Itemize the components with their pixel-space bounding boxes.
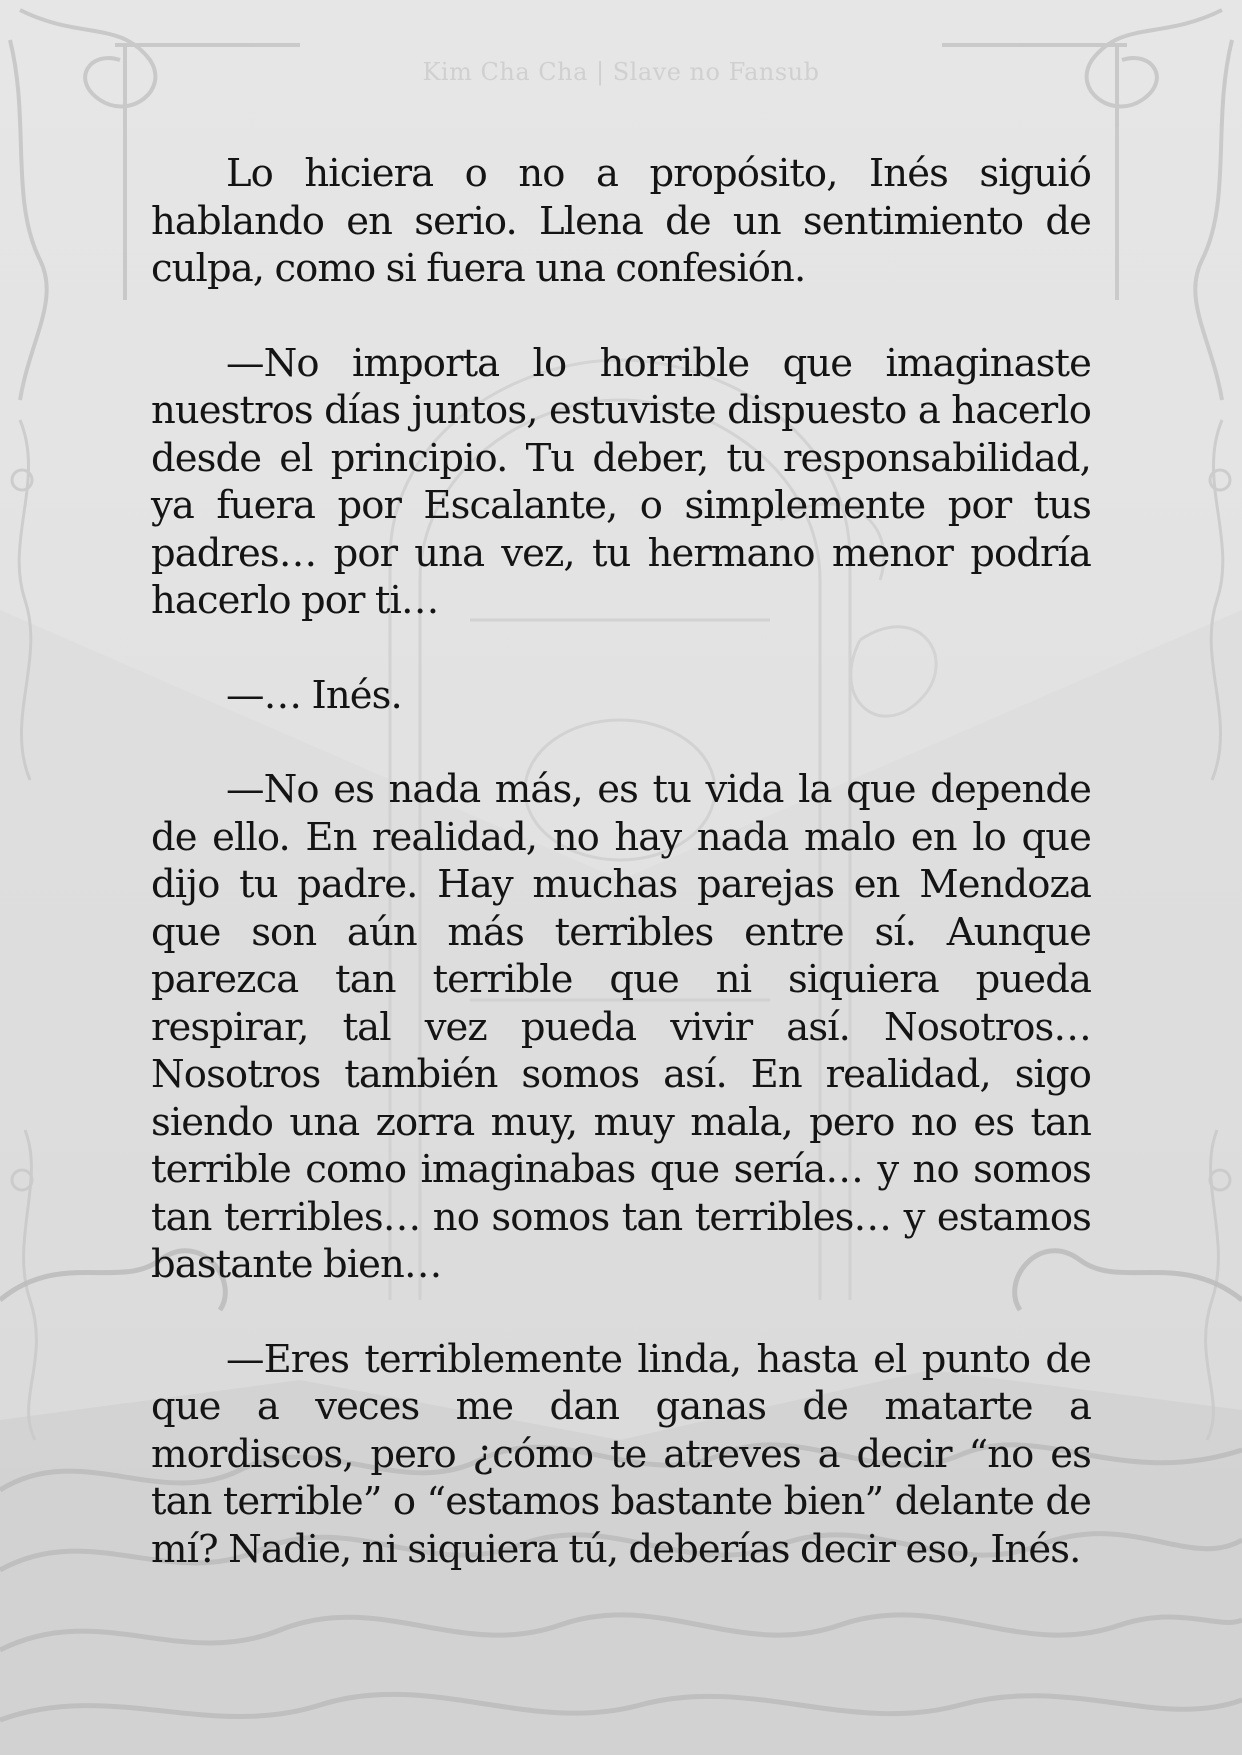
- paragraph: —No importa lo horrible que imaginaste nuestros días juntos, estuviste dispuesto a hacerlo desde el principio. Tu deber, tu responsabilidad, ya fuera por Escalante, o simplemente por tus padres… por una vez, tu hermano menor podría hacerlo por ti…: [151, 340, 1091, 623]
- paragraph: —… Inés.: [226, 672, 402, 718]
- paragraph: Lo hiciera o no a propósito, Inés siguió hablando en serio. Llena de un sentimiento de culpa, como si fuera una confesión.: [151, 151, 1091, 291]
- paragraph: —Eres terriblemente linda, hasta el punto de que a veces me dan ganas de matarte a mordiscos, pero ¿cómo te atreves a decir “no es tan terrible” o “estamos bastante bien” delante de mí? Nadie, ni siquiera tú, deberías decir eso, Inés.: [151, 1336, 1091, 1572]
- fansub-watermark: Kim Cha Cha | Slave no Fansub: [422, 58, 820, 86]
- story-text: [151, 150, 1091, 1620]
- paragraph: —No es nada más, es tu vida la que depende de ello. En realidad, no hay nada malo en lo que dijo tu padre. Hay muchas parejas en Mendoza que son aún más terribles entre sí. Aunque parezca tan terrible que ni siquiera pueda respirar, tal vez pueda vivir así. Nosotros… Nosotros también somos así. En realidad, sigo siendo una zorra muy, muy mala, pero no es tan terrible como imaginabas que sería… y no somos tan terribles… no somos tan terribles… y estamos bastante bien…: [151, 767, 1091, 1287]
